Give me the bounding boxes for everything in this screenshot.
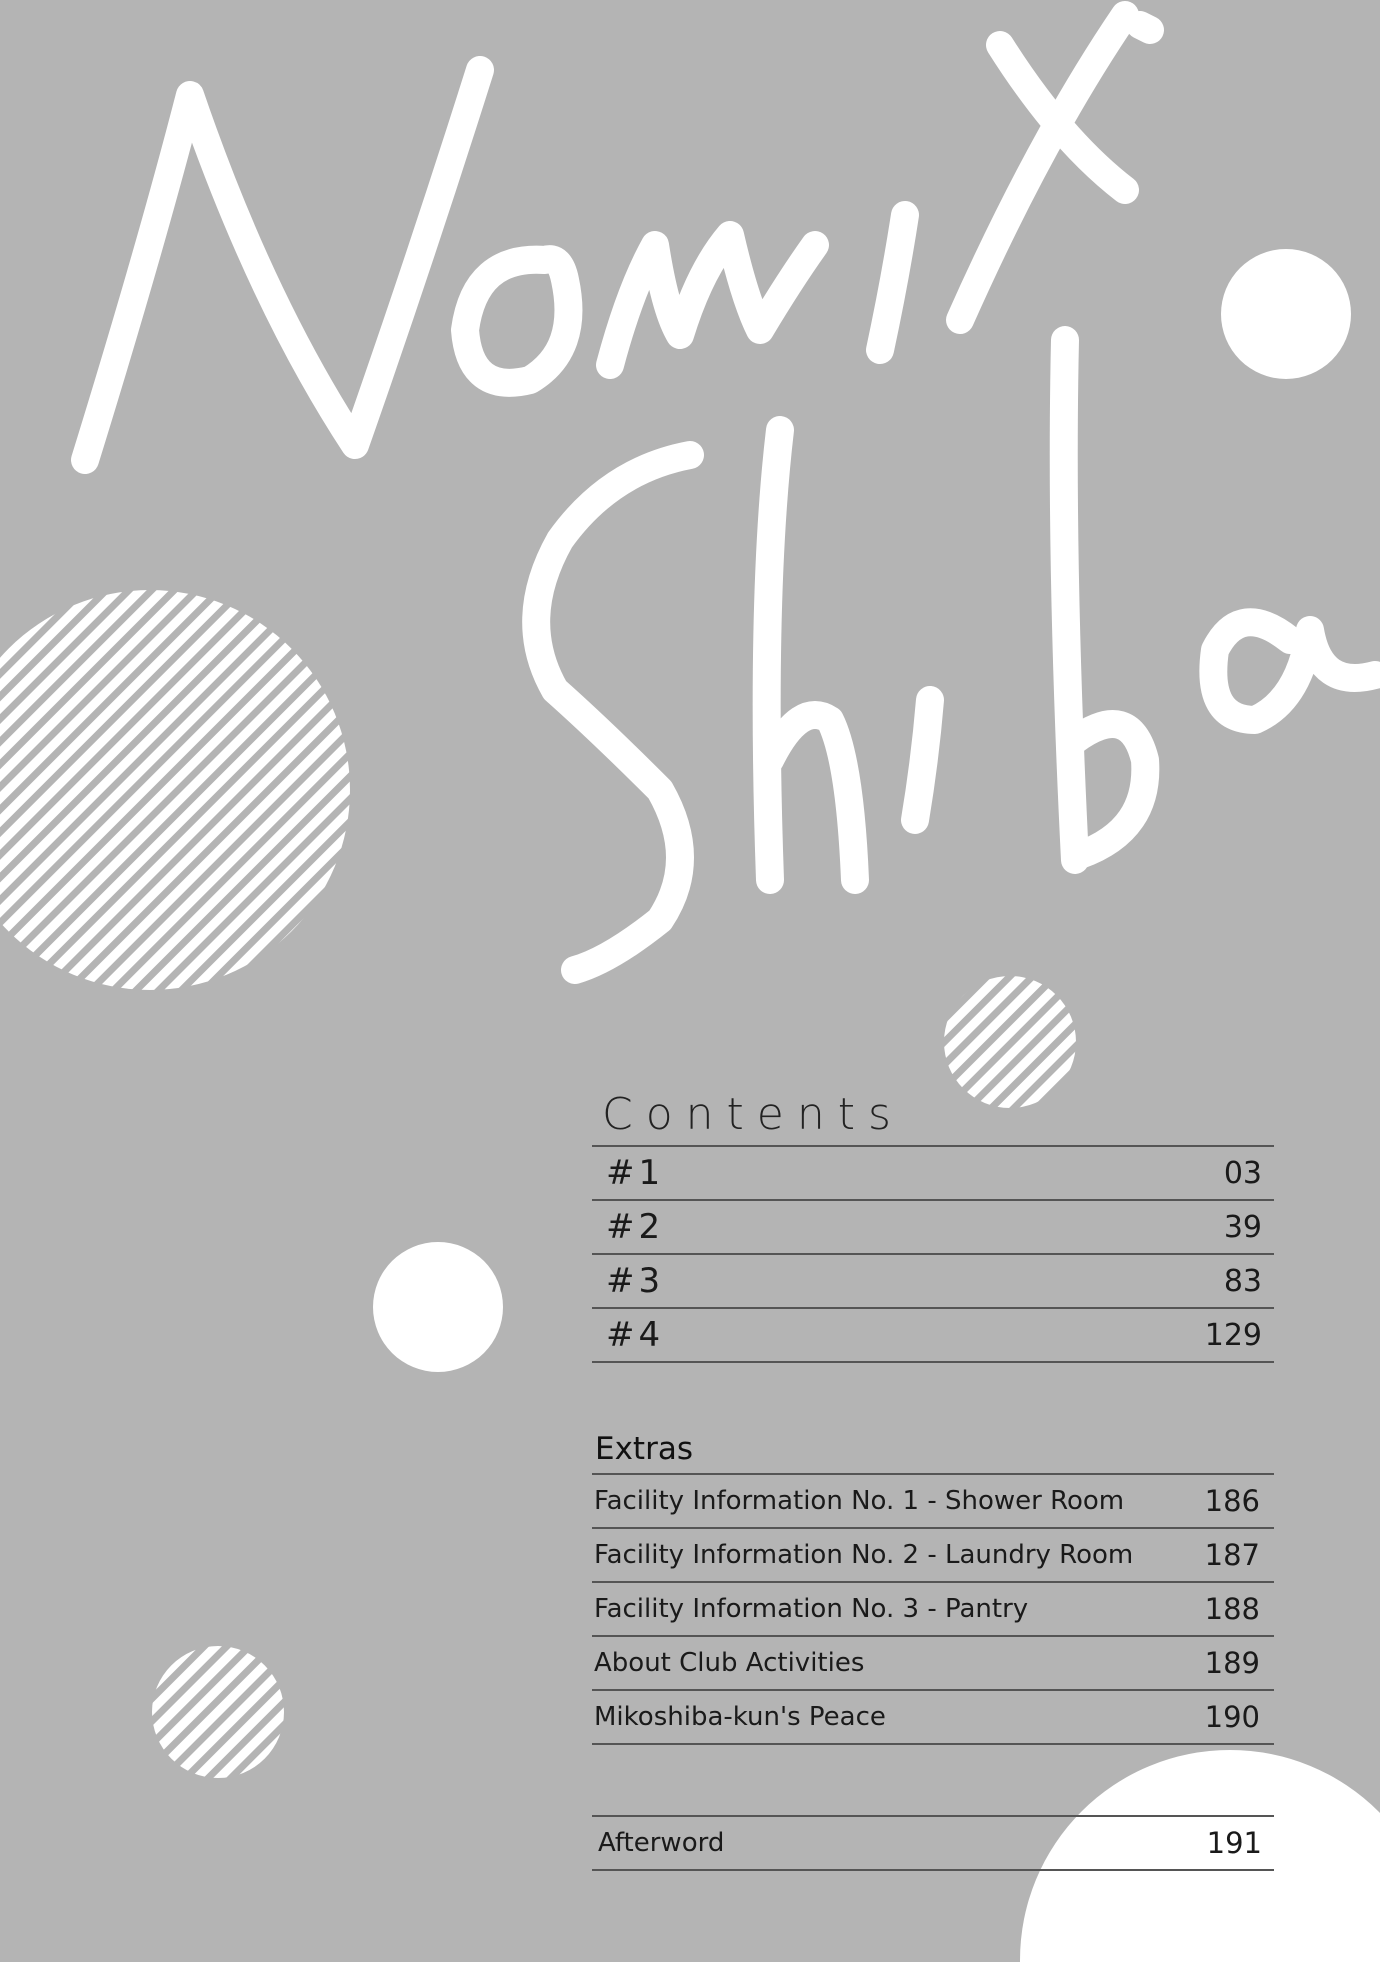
extras-row-5[interactable] [592,1691,1274,1745]
extras-label: Facility Information No. 3 - Pantry [594,1594,1029,1624]
striped-circle-small [152,1646,284,1778]
extras-label: Mikoshiba-kun's Peace [594,1702,886,1732]
extras-label: Facility Information No. 1 - Shower Room [594,1486,1125,1516]
afterword-block [592,1815,1274,1871]
extras-page: 190 [1204,1700,1260,1734]
chapter-label: #1 [606,1153,665,1193]
afterword-label: Afterword [598,1828,725,1858]
chapter-label: #3 [606,1261,665,1301]
contents-title: Contents [602,1089,904,1140]
white-dot-top-right [1221,249,1351,379]
white-dot-middle-left [373,1242,503,1372]
extras-page: 186 [1204,1484,1260,1518]
afterword-page: 191 [1206,1826,1262,1860]
table-of-contents [592,1085,1274,1871]
chapter-page: 83 [1223,1263,1262,1299]
chapter-row-3[interactable] [592,1255,1274,1309]
afterword-row[interactable] [592,1817,1274,1871]
chapter-label: #4 [606,1315,665,1355]
chapter-page: 03 [1223,1155,1262,1191]
extras-label: Facility Information No. 2 - Laundry Room [594,1540,1134,1570]
chapter-page: 129 [1204,1317,1262,1353]
extras-row-3[interactable] [592,1583,1274,1637]
chapter-label: #2 [606,1207,665,1247]
extras-row-4[interactable] [592,1637,1274,1691]
extras-page: 187 [1204,1538,1260,1572]
chapter-page: 39 [1223,1209,1262,1245]
chapter-row-2[interactable] [592,1201,1274,1255]
striped-circle-large [0,590,350,990]
extras-row-1[interactable] [592,1475,1274,1529]
extras-page: 188 [1204,1592,1260,1626]
chapter-row-1[interactable] [592,1147,1274,1201]
extras-page: 189 [1204,1646,1260,1680]
extras-row-2[interactable] [592,1529,1274,1583]
extras-title: Extras [595,1431,693,1467]
chapter-row-4[interactable] [592,1309,1274,1363]
extras-label: About Club Activities [594,1648,865,1678]
